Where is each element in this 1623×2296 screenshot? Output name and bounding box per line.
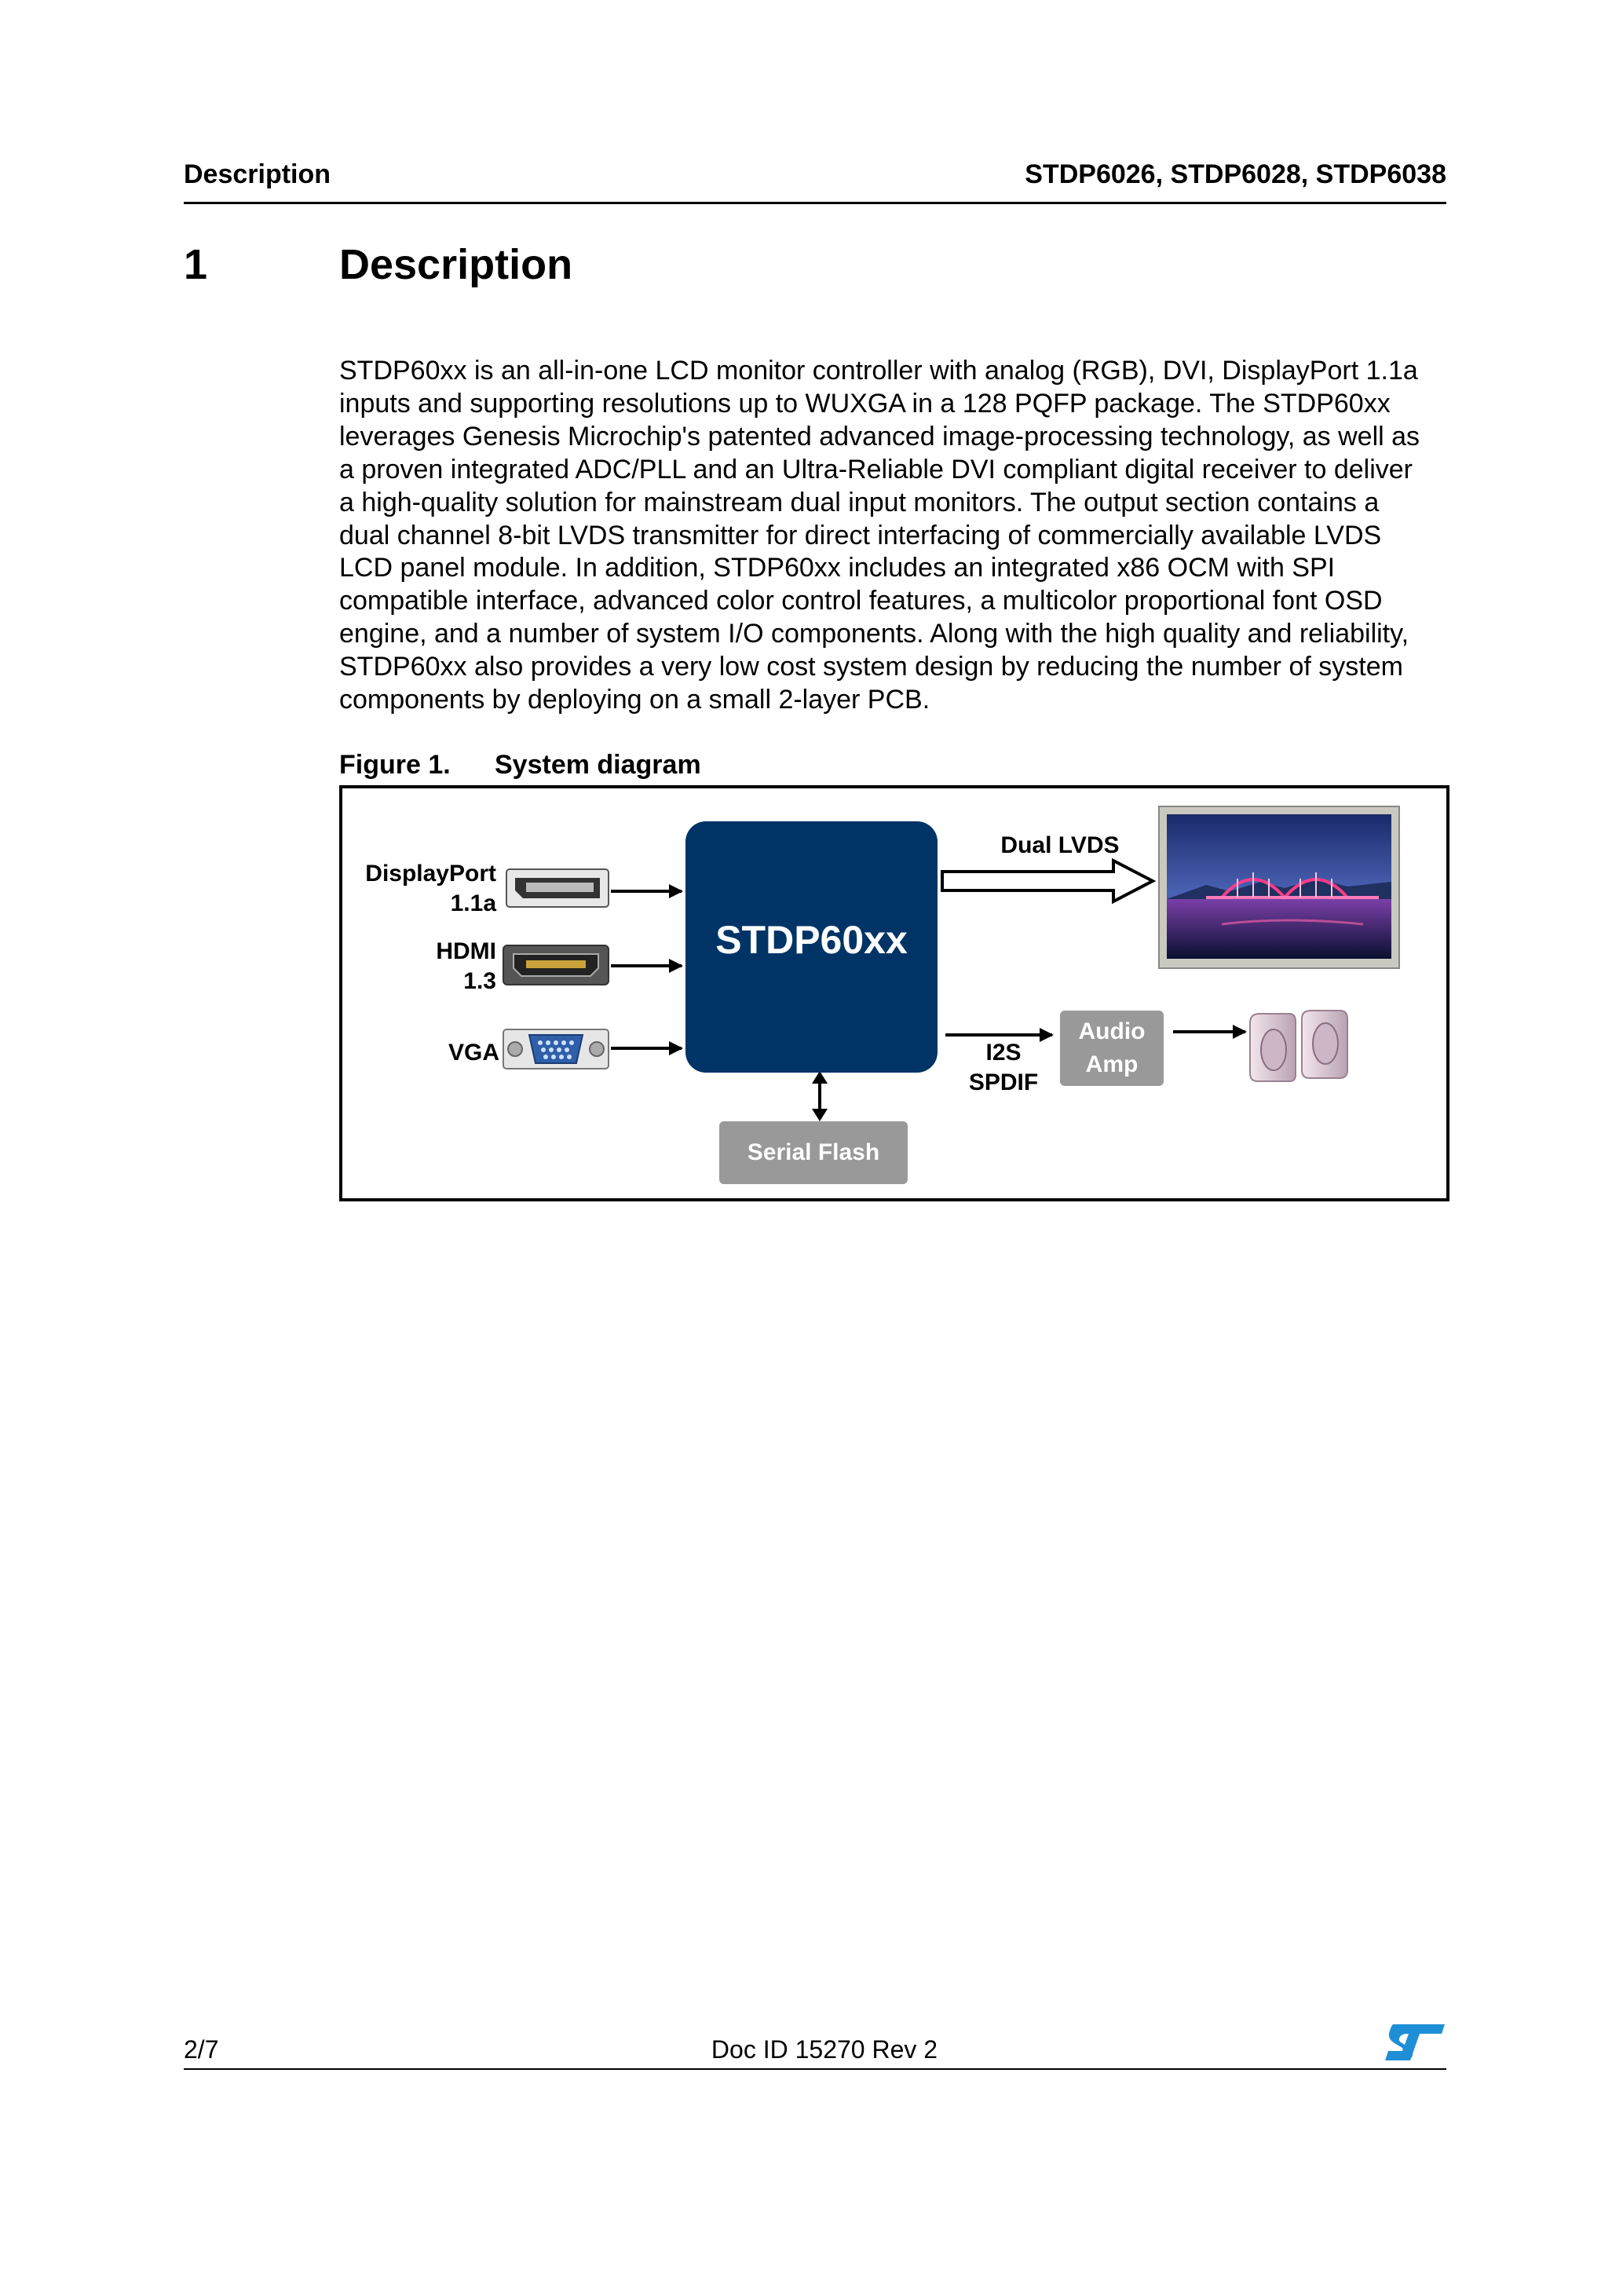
stdp60xx-chip <box>685 821 938 1073</box>
body-line: LCD panel module. In addition, STDP60xx includes an integrated x86 OCM with SPI <box>339 553 1336 583</box>
document-id: Doc ID 15270 Rev 2 <box>711 2035 938 2064</box>
running-header-product: STDP6026, STDP6028, STDP6038 <box>1025 159 1446 189</box>
footer-rule <box>184 2068 1446 2070</box>
lcd-panel-image <box>1159 806 1399 968</box>
serial-flash-box: Serial Flash <box>719 1121 908 1184</box>
section-title: Description <box>339 241 573 288</box>
body-line: inputs and supporting resolutions up to WUXGA in a 128 PQFP package. The STDP60xx <box>339 388 1391 419</box>
vga-label: VGA <box>448 1040 499 1066</box>
audio-signal-labels: I2S SPDIF <box>968 1040 1039 1095</box>
body-line: leverages Genesis Microchip's patented advanced image-processing technology, as well as <box>339 421 1420 452</box>
hdmi-label: HDMI 1.3 <box>436 938 496 994</box>
running-header-section: Description <box>184 159 331 189</box>
figure-number: Figure 1. <box>339 750 451 780</box>
body-line: STDP60xx is an all-in-one LCD monitor controller with analog (RGB), DVI, DisplayPort 1.1a <box>339 356 1418 386</box>
chip-label: STDP60xx <box>715 918 908 962</box>
page-number: 2/7 <box>184 2035 219 2064</box>
body-line: STDP60xx also provides a very low cost system design by reducing the number of system <box>339 652 1403 682</box>
body-line: dual channel 8-bit LVDS transmitter for direct interfacing of commercially available LVDS <box>339 520 1382 550</box>
figure-title: System diagram <box>495 750 701 780</box>
dual-lvds-arrow <box>942 861 1153 901</box>
body-line: a high-quality solution for mainstream dual input monitors. The output section contains a <box>339 487 1380 517</box>
speakers-image <box>1244 1007 1354 1086</box>
serial-flash-arrowhead-down <box>812 1109 828 1121</box>
st-logo-icon <box>1384 2021 1446 2062</box>
section-number: 1 <box>184 241 208 288</box>
body-line: components by deploying on a small 2-layer PCB. <box>339 685 930 715</box>
body-line: a proven integrated ADC/PLL and an Ultra-Reliable DVI compliant digital receiver to deliver <box>339 454 1413 484</box>
dual-lvds-label: Dual LVDS <box>1000 832 1120 858</box>
displayport-label: DisplayPort 1.1a <box>365 861 496 916</box>
serial-flash-arrowhead-up <box>812 1071 828 1084</box>
body-line: engine, and a number of system I/O components. Along with the high quality and reliability, <box>339 619 1409 649</box>
body-line: compatible interface, advanced color control features, a multicolor proportional font OSD <box>339 586 1383 616</box>
audio-amp-box: Audio Amp <box>1060 1011 1164 1086</box>
